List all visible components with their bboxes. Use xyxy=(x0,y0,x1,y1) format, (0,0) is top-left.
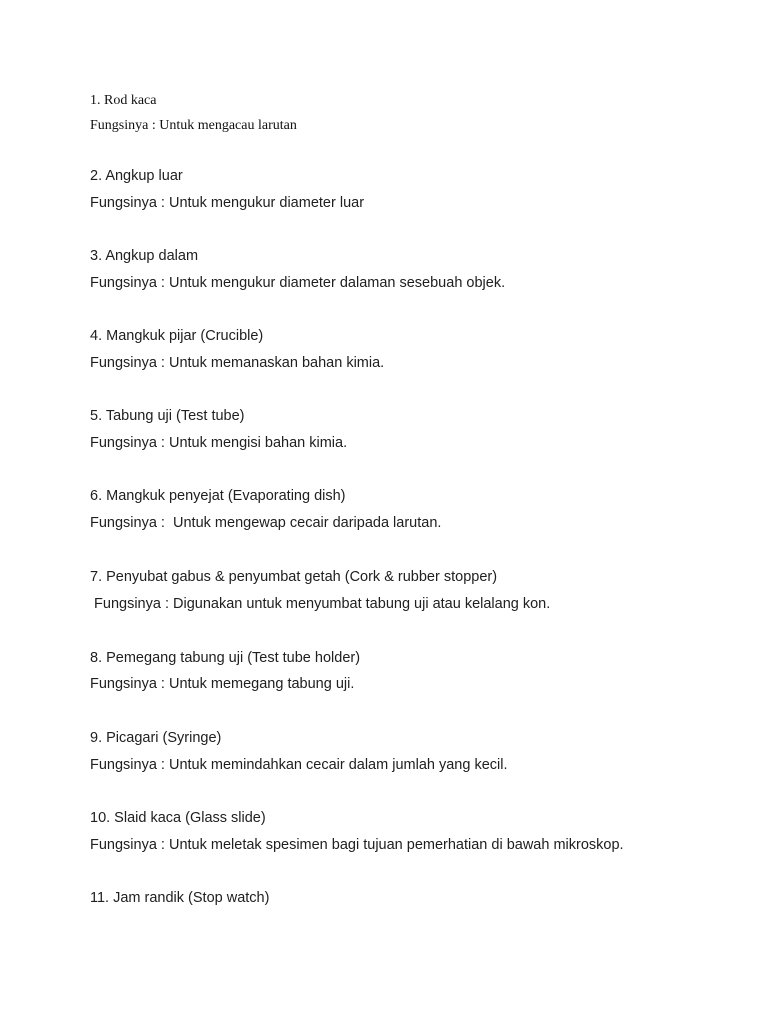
item-title: 7. Penyubat gabus & penyumbat getah (Cork & rubber stopper) xyxy=(90,569,498,585)
item-function: Fungsinya : Untuk mengisi bahan kimia. xyxy=(90,435,348,451)
item-function: Fungsinya : Untuk mengukur diameter luar xyxy=(90,195,365,211)
item-function: Fungsinya : Untuk mengacau larutan xyxy=(90,118,297,133)
item-function: Fungsinya : Untuk memindahkan cecair dalam jumlah yang kecil. xyxy=(90,757,508,773)
item-title: 3. Angkup dalam xyxy=(90,248,199,264)
item-title: 2. Angkup luar xyxy=(90,168,183,184)
item-function: Fungsinya : Untuk memanaskan bahan kimia. xyxy=(90,355,385,371)
item-title: 9. Picagari (Syringe) xyxy=(90,730,222,746)
item-function: Fungsinya : Untuk mengukur diameter dalaman sesebuah objek. xyxy=(90,275,506,291)
item-title: 6. Mangkuk penyejat (Evaporating dish) xyxy=(90,488,346,504)
item-function: Fungsinya : Digunakan untuk menyumbat tabung uji atau kelalang kon. xyxy=(90,596,551,612)
item-title: 1. Rod kaca xyxy=(90,93,157,108)
item-title: 10. Slaid kaca (Glass slide) xyxy=(90,810,266,826)
item-function: Fungsinya : Untuk mengewap cecair daripada larutan. xyxy=(90,515,442,531)
item-function: Fungsinya : Untuk meletak spesimen bagi tujuan pemerhatian di bawah mikroskop. xyxy=(90,837,624,853)
item-title: 11. Jam randik (Stop watch) xyxy=(90,890,270,906)
item-title: 8. Pemegang tabung uji (Test tube holder) xyxy=(90,650,361,666)
item-title: 4. Mangkuk pijar (Crucible) xyxy=(90,328,264,344)
item-title: 5. Tabung uji (Test tube) xyxy=(90,408,245,424)
item-function: Fungsinya : Untuk memegang tabung uji. xyxy=(90,676,355,692)
